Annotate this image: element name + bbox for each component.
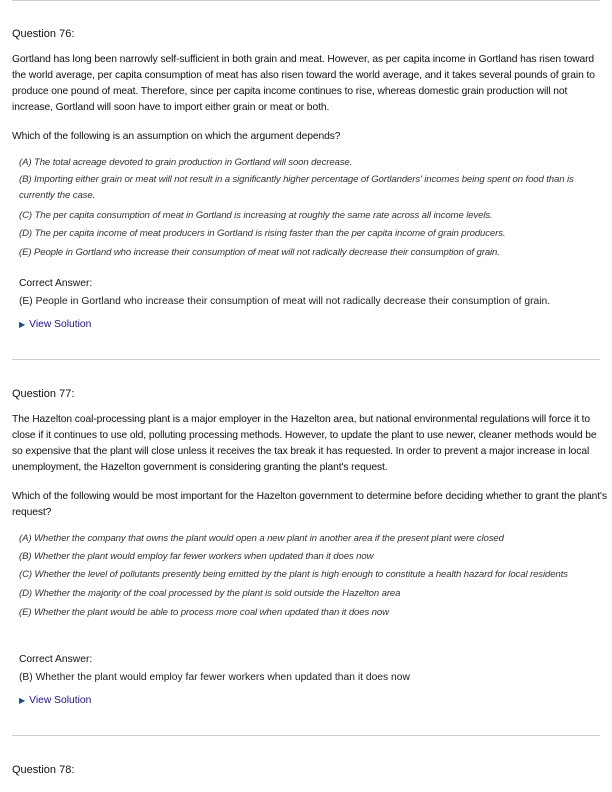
question-stem: Gortland has long been narrowly self-sufficient in both grain and meat. However, as per capita income in Gortland has risen toward the world average, per capita consumption of meat has also risen toward the world average, and it takes several pounds of grain to produce one pound of meat. Therefore, since per capita income continues to rise, whereas domestic grain production will not increase, Gortland will soon have to import either grain or meat or both. [12,54,595,113]
question-stem: The Hazelton coal-processing plant is a major employer in the Hazelton area, but national environmental regulations will force it to close if it continues to use old, polluting processing methods. However, to update the plant to use newer, cleaner methods would be so expensive that the plant will close unless it receives the tax break it has requested. In order to prevent a major increase in local unemployment, the Hazelton government is considering granting the plant's request. [12,414,597,473]
answer-options [12,530,568,622]
option-e: (E) People in Gortland who increase their consumption of meat will not radically decrease their consumption of grain. [19,246,500,258]
view-solution-toggle[interactable] [12,694,91,708]
question-title: Question 78: [12,764,75,776]
triangle-right-icon: ▶ [19,696,26,705]
view-solution-toggle[interactable] [12,318,91,332]
question-divider [12,359,600,360]
triangle-right-icon: ▶ [19,320,26,329]
question-divider [12,735,600,736]
option-b: (B) Whether the plant would employ far fewer workers when updated than it does now [19,551,374,563]
question-prompt: Which of the following is an assumption on which the argument depends? [12,131,341,142]
option-d: (D) Whether the majority of the coal processed by the plant is sold outside the Hazelton area [19,588,401,600]
option-e: (E) Whether the plant would be able to process more coal when updated than it does now [19,606,389,618]
correct-answer-text: (B) Whether the plant would employ far fewer workers when updated than it does now [19,672,410,683]
option-b: (B) Importing either grain or meat will not result in a significantly higher percentage of Gortlanders' incomes being spent on food than is currently the case. [19,174,574,202]
option-d: (D) The per capita income of meat producers in Gortland is rising faster than the per capita income of grain producers. [19,228,506,240]
question-title: Question 76: [12,28,75,40]
correct-answer-label: Correct Answer: [19,278,93,289]
view-solution-label: View Solution [29,319,92,330]
option-a: (A) The total acreage devoted to grain production in Gortland will soon decrease. [19,157,353,168]
answer-options [12,154,610,262]
view-solution-label: View Solution [29,695,92,706]
option-c: (C) Whether the level of pollutants presently being emitted by the plant is high enough to constitute a health hazard for local residents [19,568,568,580]
top-divider [12,0,600,1]
correct-answer-text: (E) People in Gortland who increase their consumption of meat will not radically decrease their consumption of grain. [19,296,551,307]
option-a: (A) Whether the company that owns the plant would open a new plant in another area if the present plant were closed [19,533,504,544]
option-c: (C) The per capita consumption of meat in Gortland is increasing at roughly the same rate across all income levels. [19,209,493,221]
question-title: Question 77: [12,388,75,400]
question-prompt: Which of the following would be most important for the Hazelton government to determine before deciding whether to grant the plant's request? [12,491,607,518]
correct-answer-label: Correct Answer: [19,654,93,665]
